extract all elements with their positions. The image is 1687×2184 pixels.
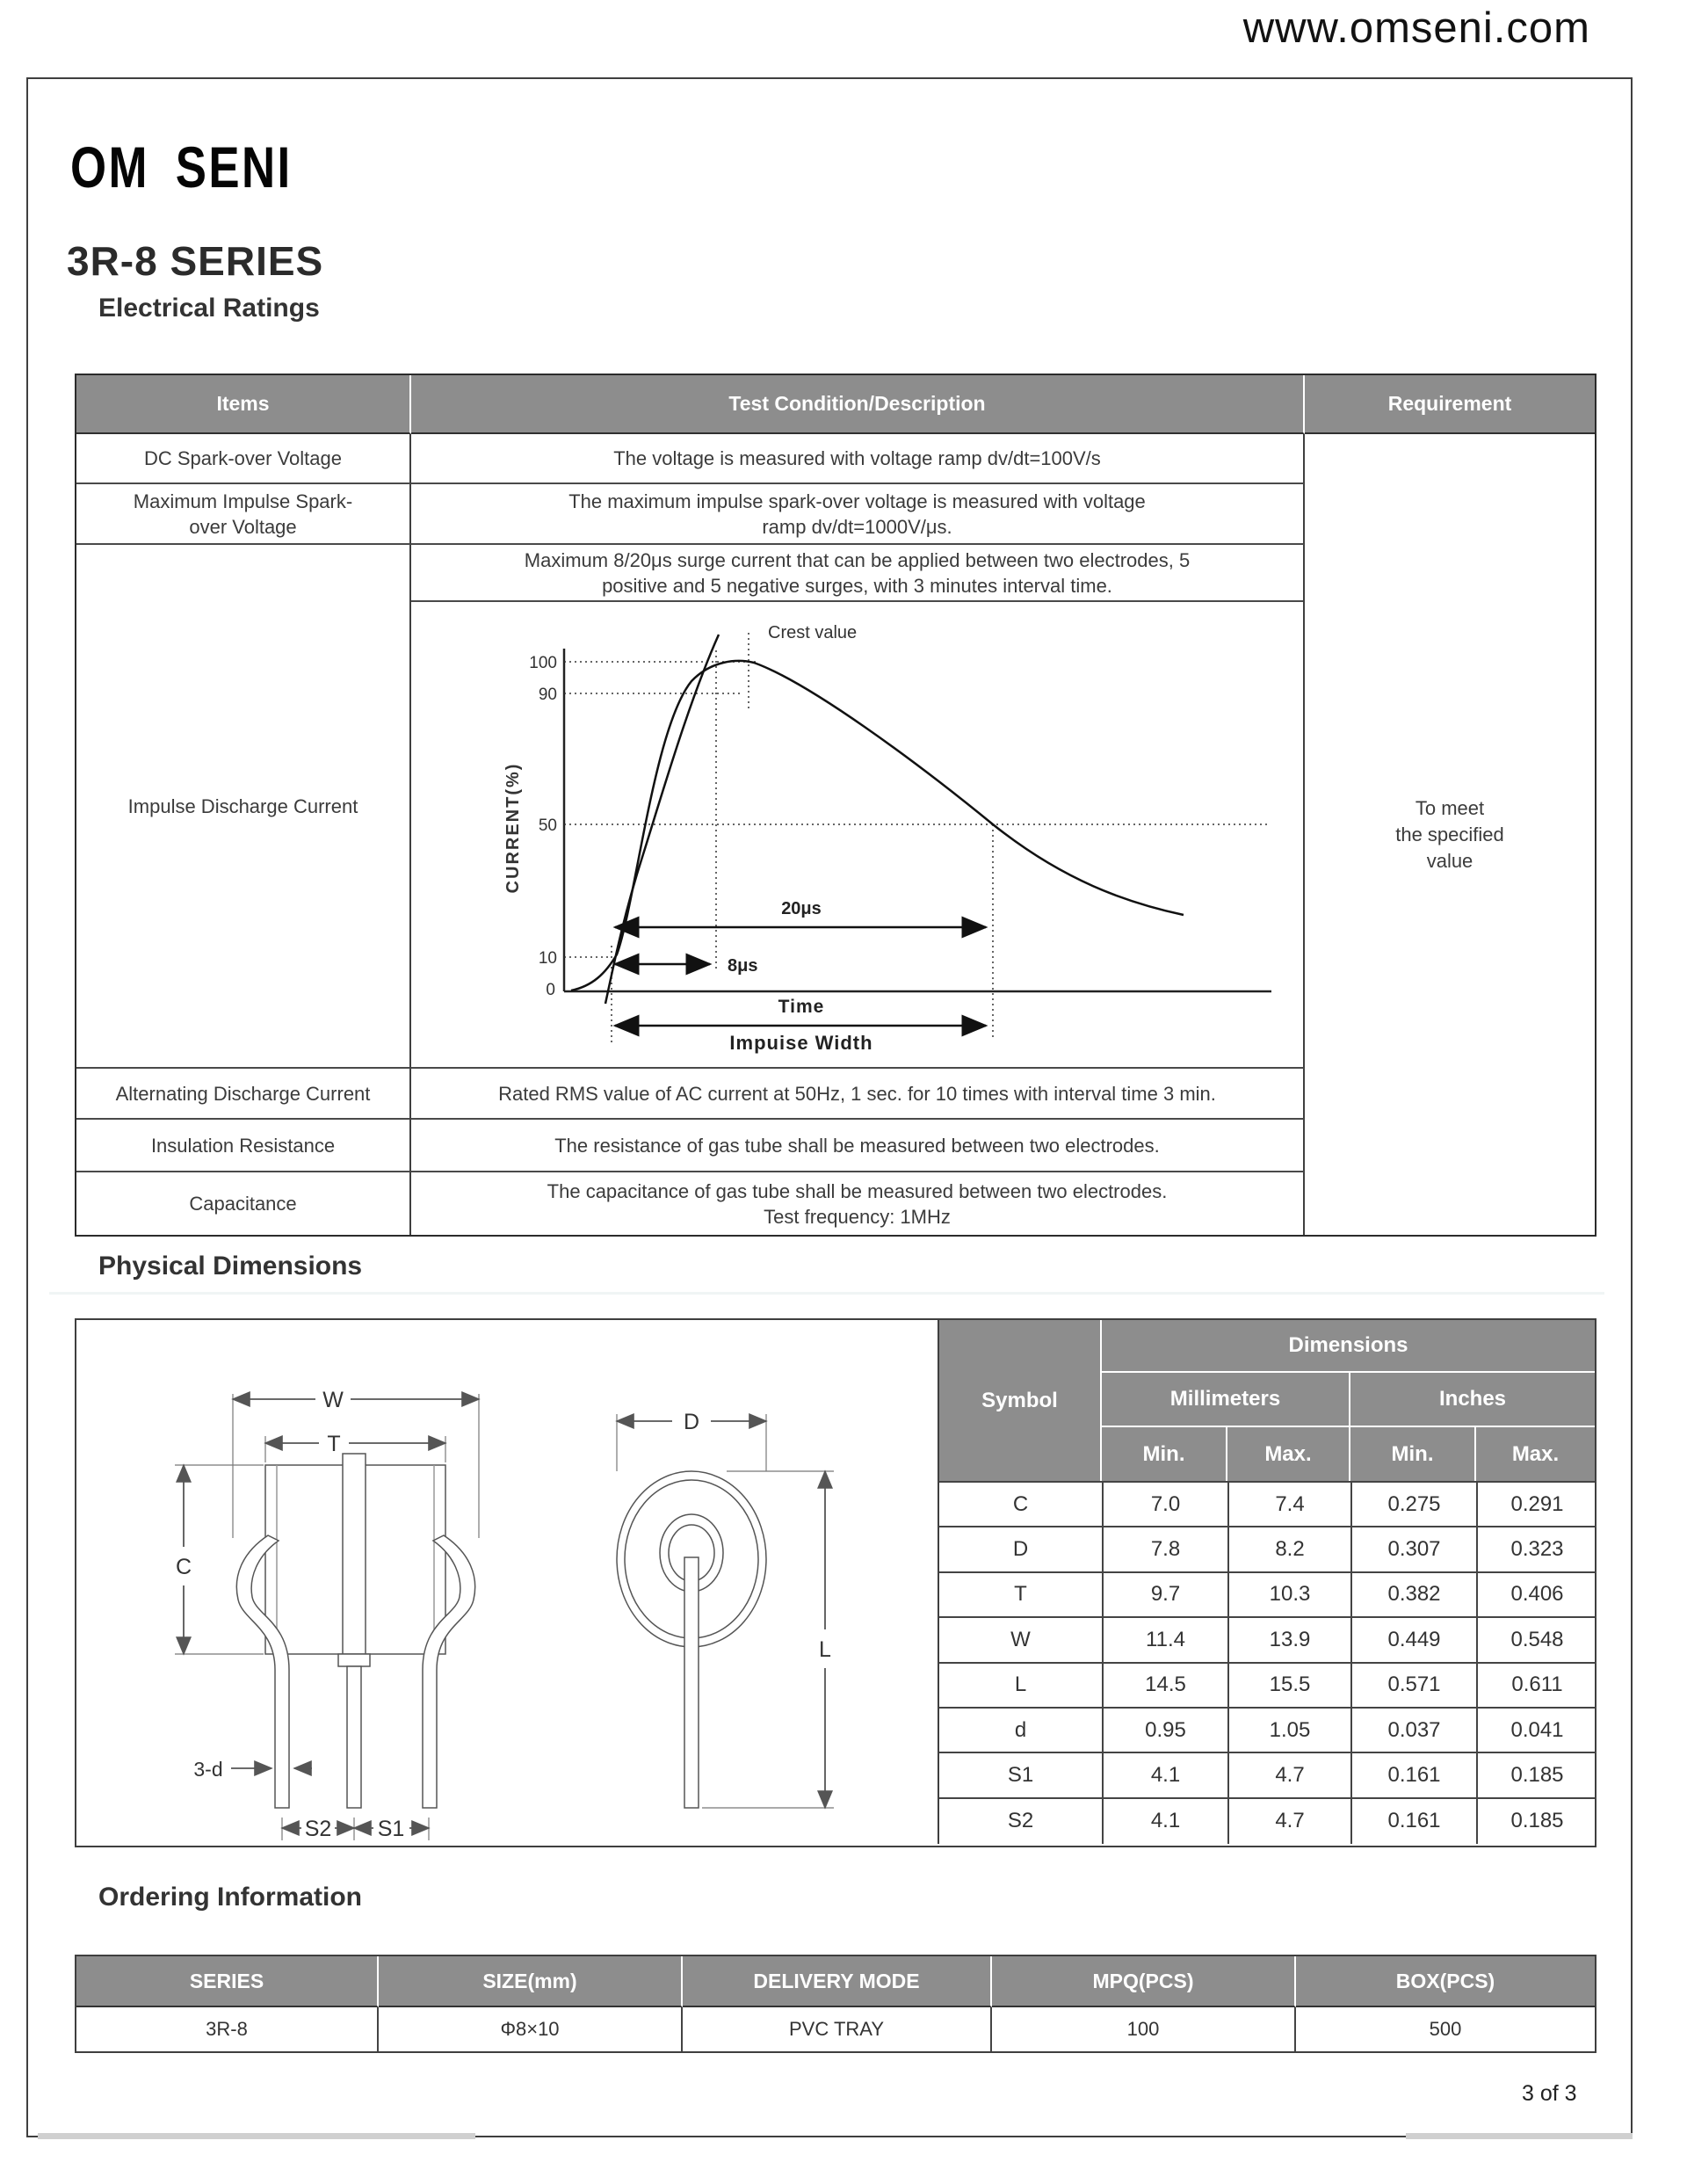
requirement-line: value bbox=[1426, 849, 1473, 872]
dims-cell: S1 bbox=[939, 1753, 1104, 1798]
ratings-item-cell: Insulation Resistance bbox=[76, 1120, 411, 1172]
dim-label-w: W bbox=[322, 1388, 344, 1412]
ordering-information-heading: Ordering Information bbox=[98, 1883, 362, 1912]
dim-label-d: D bbox=[683, 1410, 700, 1434]
ordering-header-row bbox=[76, 1956, 1595, 2007]
dims-cell: L bbox=[939, 1664, 1104, 1709]
ratings-item-cell: DC Spark-over Voltage bbox=[76, 434, 411, 484]
desc-line: The maximum impulse spark-over voltage is measured with voltage bbox=[568, 490, 1146, 512]
y-tick-10: 10 bbox=[538, 949, 557, 968]
dims-header-min: Min. bbox=[1350, 1427, 1476, 1481]
dims-cell: 4.1 bbox=[1104, 1753, 1229, 1798]
dims-cell: 0.611 bbox=[1478, 1664, 1596, 1709]
dim-label-c: C bbox=[175, 1555, 192, 1579]
y-tick-100: 100 bbox=[529, 654, 557, 672]
dims-cell: S2 bbox=[939, 1799, 1104, 1844]
chart-gridlines bbox=[564, 633, 1267, 1044]
dims-cell: 0.406 bbox=[1478, 1573, 1596, 1618]
ratings-header-condition: Test Condition/Description bbox=[411, 375, 1305, 434]
electrical-ratings-table bbox=[75, 374, 1596, 1237]
physical-dimensions-box bbox=[75, 1318, 1596, 1847]
company-logo: OM SENI bbox=[70, 134, 293, 200]
physical-dimensions-heading: Physical Dimensions bbox=[98, 1252, 363, 1281]
dims-header-min: Min. bbox=[1102, 1427, 1227, 1481]
dims-cell: 7.8 bbox=[1104, 1527, 1229, 1572]
ordering-header-size: SIZE(mm) bbox=[379, 1956, 683, 2007]
ratings-desc-cell bbox=[411, 1172, 1305, 1235]
crest-value-label: Crest value bbox=[768, 623, 858, 642]
ordering-header-delivery: DELIVERY MODE bbox=[683, 1956, 992, 2007]
y-axis-label: CURRENT(%) bbox=[503, 762, 523, 894]
dims-cell: T bbox=[939, 1573, 1104, 1618]
desc-line: ramp dv/dt=1000V/μs. bbox=[762, 515, 952, 538]
y-tick-50: 50 bbox=[538, 816, 557, 835]
dims-cell: 0.449 bbox=[1352, 1618, 1478, 1663]
dims-cell: 7.4 bbox=[1229, 1483, 1352, 1527]
dims-header-millimeters: Millimeters bbox=[1102, 1373, 1350, 1427]
dims-cell: 1.05 bbox=[1229, 1709, 1352, 1753]
desc-line: positive and 5 negative surges, with 3 minutes interval time. bbox=[602, 574, 1112, 597]
y-tick-90: 90 bbox=[538, 686, 557, 704]
dims-cell: C bbox=[939, 1483, 1104, 1527]
ratings-header-requirement: Requirement bbox=[1305, 375, 1595, 434]
dims-cell: 9.7 bbox=[1104, 1573, 1229, 1618]
dims-header-max: Max. bbox=[1476, 1427, 1595, 1481]
impulse-width-label: Impuise Width bbox=[729, 1032, 873, 1054]
chart-axes bbox=[564, 649, 1271, 991]
dims-cell: D bbox=[939, 1527, 1104, 1572]
website-url: www.omseni.com bbox=[1242, 4, 1590, 52]
dims-data-grid bbox=[938, 1481, 1595, 1844]
dims-cell: 10.3 bbox=[1229, 1573, 1352, 1618]
dims-cell: 14.5 bbox=[1104, 1664, 1229, 1709]
ratings-desc-cell bbox=[411, 545, 1305, 1069]
page-frame bbox=[26, 77, 1633, 2137]
dims-cell: 7.0 bbox=[1104, 1483, 1229, 1527]
dims-cell: 0.95 bbox=[1104, 1709, 1229, 1753]
heading-rule bbox=[49, 1292, 1604, 1295]
ordering-information-table bbox=[75, 1955, 1596, 2053]
desc-line: Maximum 8/20μs surge current that can be applied between two electrodes, 5 bbox=[524, 548, 1191, 571]
page-number: 3 of 3 bbox=[1522, 2081, 1577, 2106]
ratings-desc-cell bbox=[411, 484, 1305, 545]
dims-cell: 0.571 bbox=[1352, 1664, 1478, 1709]
dim-label-t: T bbox=[327, 1432, 341, 1456]
dims-cell: 0.291 bbox=[1478, 1483, 1596, 1527]
series-title: 3R-8 SERIES bbox=[67, 238, 324, 284]
ratings-item-cell: Capacitance bbox=[76, 1172, 411, 1235]
dims-cell: 0.185 bbox=[1478, 1753, 1596, 1798]
ordering-cell-mpq: 100 bbox=[992, 2007, 1296, 2051]
dims-header-inches: Inches bbox=[1350, 1373, 1595, 1427]
ordering-header-mpq: MPQ(PCS) bbox=[992, 1956, 1296, 2007]
dims-cell: 13.9 bbox=[1229, 1618, 1352, 1663]
dims-cell: 0.275 bbox=[1352, 1483, 1478, 1527]
component-drawing bbox=[76, 1320, 938, 1846]
dims-cell: 15.5 bbox=[1229, 1664, 1352, 1709]
requirement-line: the specified bbox=[1395, 823, 1504, 845]
impulse-curve bbox=[571, 635, 1184, 1004]
ratings-desc-cell: The voltage is measured with voltage ramp dv/dt=100V/s bbox=[411, 434, 1305, 484]
dim-label-s2: S2 bbox=[304, 1817, 332, 1841]
dims-header-max: Max. bbox=[1227, 1427, 1350, 1481]
time-axis-label: Time bbox=[778, 997, 825, 1017]
requirement-line: To meet bbox=[1415, 796, 1485, 819]
dims-cell: 0.382 bbox=[1352, 1573, 1478, 1618]
ratings-item-cell: Maximum Impulse Spark-over Voltage bbox=[76, 484, 411, 545]
bottom-border-segment bbox=[38, 2133, 475, 2139]
ordering-cell-size: Φ8×10 bbox=[379, 2007, 683, 2051]
ordering-cell-delivery: PVC TRAY bbox=[683, 2007, 992, 2051]
dims-cell: 0.548 bbox=[1478, 1618, 1596, 1663]
ratings-header-items: Items bbox=[76, 375, 411, 434]
side-view bbox=[617, 1471, 766, 1808]
dims-cell: 0.307 bbox=[1352, 1527, 1478, 1572]
dims-header-dimensions: Dimensions bbox=[1102, 1320, 1595, 1373]
label-20us: 20μs bbox=[781, 899, 822, 918]
ordering-data-row bbox=[76, 2007, 1595, 2051]
dims-cell: 0.041 bbox=[1478, 1709, 1596, 1753]
ratings-item-cell: Impulse Discharge Current bbox=[76, 545, 411, 1069]
y-tick-0: 0 bbox=[546, 981, 555, 999]
dim-label-l: L bbox=[819, 1637, 831, 1662]
dims-cell: 0.161 bbox=[1352, 1753, 1478, 1798]
ratings-desc-cell: The resistance of gas tube shall be measured between two electrodes. bbox=[411, 1120, 1305, 1172]
requirement-cell bbox=[1305, 434, 1595, 1235]
desc-line: Test frequency: 1MHz bbox=[764, 1205, 951, 1228]
dims-cell: 4.7 bbox=[1229, 1799, 1352, 1844]
dim-label-s1: S1 bbox=[377, 1817, 405, 1841]
ratings-desc-cell: Rated RMS value of AC current at 50Hz, 1 sec. for 10 times with interval time 3 min. bbox=[411, 1069, 1305, 1120]
ratings-item-cell: Alternating Discharge Current bbox=[76, 1069, 411, 1120]
label-8us: 8μs bbox=[728, 956, 758, 976]
dims-cell: 4.1 bbox=[1104, 1799, 1229, 1844]
dims-cell: W bbox=[939, 1618, 1104, 1663]
bottom-border-segment bbox=[1406, 2133, 1633, 2139]
dims-cell: 0.161 bbox=[1352, 1799, 1478, 1844]
dims-header-symbol: Symbol bbox=[938, 1320, 1102, 1481]
dims-cell: 4.7 bbox=[1229, 1753, 1352, 1798]
dim-label-3d: 3-d bbox=[193, 1758, 223, 1781]
electrical-ratings-heading: Electrical Ratings bbox=[98, 294, 320, 323]
dims-cell: d bbox=[939, 1709, 1104, 1753]
ordering-header-box: BOX(PCS) bbox=[1296, 1956, 1595, 2007]
dims-cell: 8.2 bbox=[1229, 1527, 1352, 1572]
impulse-desc-text bbox=[411, 545, 1303, 602]
ordering-cell-box: 500 bbox=[1429, 2018, 1462, 2040]
dims-cell: 0.037 bbox=[1352, 1709, 1478, 1753]
dims-cell: 0.323 bbox=[1478, 1527, 1596, 1572]
desc-line: The capacitance of gas tube shall be measured between two electrodes. bbox=[547, 1179, 1168, 1202]
ordering-header-series: SERIES bbox=[76, 1956, 379, 2007]
dims-cell: 11.4 bbox=[1104, 1618, 1229, 1663]
ordering-cell-series: 3R-8 bbox=[76, 2007, 379, 2051]
impulse-waveform-chart bbox=[413, 604, 1303, 1065]
dims-cell: 0.185 bbox=[1510, 1809, 1564, 1833]
front-view bbox=[236, 1454, 474, 1808]
